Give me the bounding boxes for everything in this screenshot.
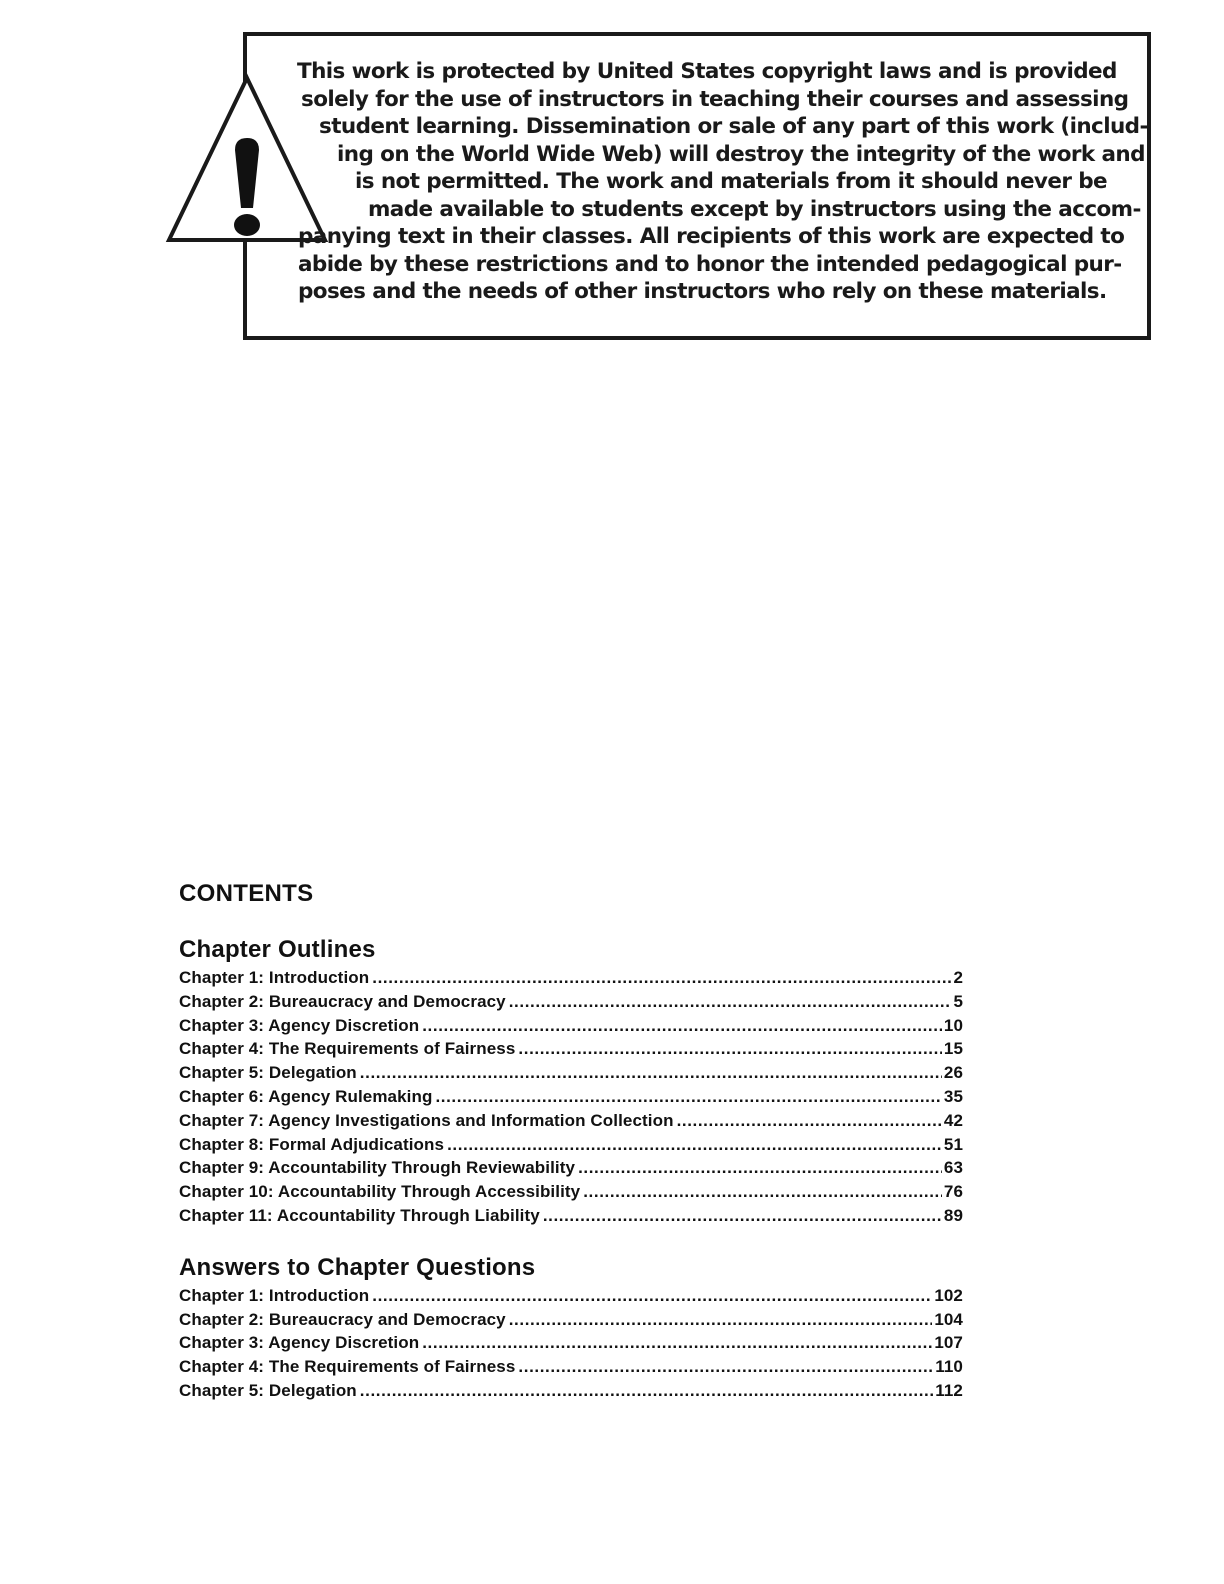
toc-entry[interactable] [179,1331,963,1355]
toc-section-answers [179,1252,963,1403]
notice-line: is not permitted. The work and materials from it should never be [355,169,1107,194]
toc-dot-leader [518,1037,941,1061]
toc-dot-leader [583,1180,942,1204]
toc-dot-leader [435,1085,941,1109]
toc-entry[interactable] [179,1355,963,1379]
notice-line: poses and the needs of other instructors who rely on these materials. [298,279,1107,304]
toc-section-chapter-outlines [179,934,963,1228]
toc-entry-title: Chapter 11: Accountability Through Liability [179,1205,540,1225]
toc-page-number: 5 [953,991,963,1011]
notice-line: This work is protected by United States copyright laws and is provided [297,59,1117,84]
contents-title: CONTENTS [179,880,314,907]
toc-dot-leader [518,1355,933,1379]
notice-line: solely for the use of instructors in teaching their courses and assessing [301,86,1129,112]
toc-entry-title: Chapter 1: Introduction [179,968,370,987]
section-heading: Answers to Chapter Questions [179,1253,536,1281]
toc-page-number: 10 [943,1015,963,1035]
toc-entry[interactable] [179,1133,963,1157]
toc-entry[interactable] [179,1061,963,1085]
notice-line: ing on the World Wide Web) will destroy the integrity of the work and [337,141,1145,167]
toc-entry[interactable] [179,1156,963,1180]
toc-page-number: 102 [934,1285,963,1305]
toc-entry-title: Chapter 4: The Requirements of Fairness [179,1039,516,1059]
toc-page-number: 89 [943,1205,963,1225]
notice-line: abide by these restrictions and to honor the intended pedagogical pur- [298,251,1122,277]
toc-page-number: 51 [943,1134,963,1154]
notice-line: made available to students except by instructors using the accom- [368,196,1141,222]
notice-text [265,58,1148,306]
toc-entry[interactable] [179,1379,963,1403]
toc-entry[interactable] [179,1180,963,1204]
toc-entry[interactable] [179,1109,963,1133]
toc-page-number: 76 [943,1182,963,1202]
toc-entry-title: Chapter 9: Accountability Through Reviewability [179,1158,576,1178]
toc-list [179,1284,963,1403]
toc-entry[interactable] [179,1308,963,1332]
toc-dot-leader [372,966,951,990]
toc-page-number: 112 [935,1380,963,1400]
toc-entry[interactable] [179,1085,963,1109]
toc-entry-title: Chapter 8: Formal Adjudications [179,1134,445,1154]
toc-entry[interactable] [179,1037,963,1061]
toc-dot-leader [422,1014,942,1038]
section-heading: Chapter Outlines [179,936,376,963]
toc-page-number: 35 [943,1086,963,1106]
toc-entry-title: Chapter 7: Agency Investigations and Information Collection [179,1110,674,1130]
toc-entry-title: Chapter 6: Agency Rulemaking [179,1086,433,1106]
toc-entry-title: Chapter 4: The Requirements of Fairness [179,1357,516,1377]
toc-entry[interactable] [179,1014,963,1038]
notice-line: student learning. Dissemination or sale of any part of this work (includ- [319,114,1148,139]
toc-entry-title: Chapter 2: Bureaucracy and Democracy [179,1309,506,1329]
toc-dot-leader [447,1133,942,1157]
toc-entry[interactable] [179,966,963,990]
toc-page-number: 26 [943,1063,963,1083]
toc-page-number: 42 [943,1110,963,1130]
toc-page-number: 63 [943,1158,963,1178]
table-of-contents [179,878,963,1403]
toc-page-number: 110 [935,1357,963,1377]
copyright-notice [165,32,1155,344]
toc-entry-title: Chapter 2: Bureaucracy and Democracy [179,991,506,1011]
notice-line: panying text in their classes. All recipients of this work are expected to [298,224,1125,249]
toc-dot-leader [372,1284,932,1308]
toc-entry[interactable] [179,1204,963,1228]
toc-entry-title: Chapter 1: Introduction [179,1285,370,1305]
toc-dot-leader [578,1156,942,1180]
toc-dot-leader [360,1379,933,1403]
toc-entry-title: Chapter 3: Agency Discretion [179,1333,420,1353]
toc-entry-title: Chapter 10: Accountability Through Accessibility [179,1182,581,1202]
toc-page-number: 15 [943,1039,963,1059]
toc-entry[interactable] [179,990,963,1014]
toc-entry[interactable] [179,1284,963,1308]
toc-entry-title: Chapter 3: Agency Discretion [179,1015,420,1035]
toc-list [179,966,963,1228]
toc-dot-leader [509,1308,933,1332]
toc-page-number: 107 [934,1333,963,1353]
toc-page-number: 104 [934,1309,963,1329]
toc-page-number: 2 [953,968,963,987]
toc-entry-title: Chapter 5: Delegation [179,1380,357,1400]
toc-dot-leader [509,990,952,1014]
toc-dot-leader [543,1204,942,1228]
toc-entry-title: Chapter 5: Delegation [179,1063,357,1083]
toc-dot-leader [422,1331,932,1355]
toc-dot-leader [677,1109,942,1133]
toc-dot-leader [360,1061,942,1085]
